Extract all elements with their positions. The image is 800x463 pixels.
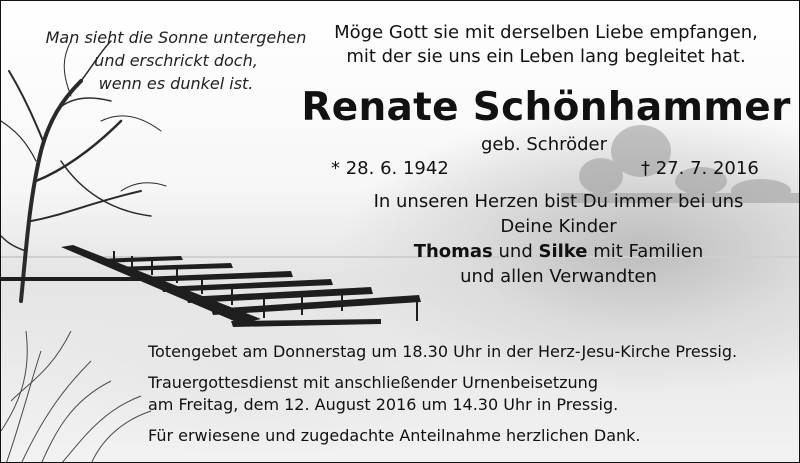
children-label: Deine Kinder — [500, 216, 617, 237]
death-date: † 27. 7. 2016 — [641, 158, 759, 179]
deceased-name: Renate Schönhammer — [301, 85, 791, 130]
birth-name: geb. Schröder — [481, 134, 608, 155]
children-names — [341, 239, 776, 264]
families: mit Familien — [593, 241, 704, 262]
reeds — [1, 331, 151, 463]
funeral-service: Trauergottesdienst mit anschließender Urnenbeisetzung — [148, 372, 598, 392]
blessing-line: Möge Gott sie mit derselben Liebe empfangen, — [334, 22, 758, 43]
blessing-line: mit der sie uns ein Leben lang begleitet hat. — [346, 46, 746, 67]
verse-line: Man sieht die Sonne untergehen — [45, 28, 307, 47]
relatives-line: und allen Verwandten — [460, 266, 657, 287]
thanks-line: Für erwiesene und zugedachte Anteilnahme herzlichen Dank. — [148, 425, 641, 445]
child-name: Silke — [538, 241, 588, 262]
verse-line: wenn es dunkel ist. — [98, 74, 254, 93]
mourners — [341, 189, 776, 289]
services — [148, 341, 793, 447]
connector: und — [498, 241, 533, 262]
verse-line: und erschrickt doch, — [94, 51, 258, 70]
blessing — [316, 21, 776, 69]
funeral-service-date: am Freitag, dem 12. August 2016 um 14.30 Uhr in Pressig. — [148, 395, 619, 414]
child-name: Thomas — [413, 241, 493, 262]
birth-date: * 28. 6. 1942 — [331, 158, 449, 179]
verse — [41, 26, 311, 95]
hearts-line: In unseren Herzen bist Du immer bei uns — [373, 191, 744, 212]
prayer-service: Totengebet am Donnerstag um 18.30 Uhr in der Herz-Jesu-Kirche Pressig. — [148, 342, 738, 361]
